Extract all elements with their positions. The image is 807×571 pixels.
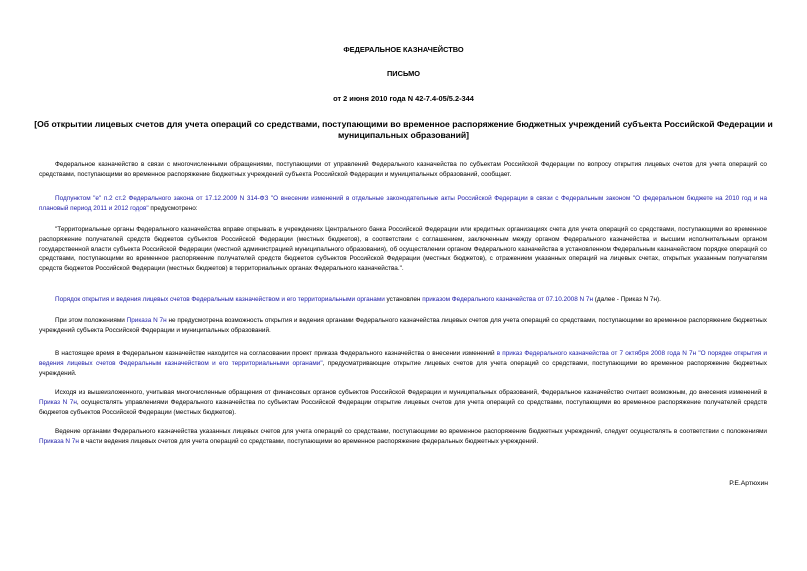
- signature: Р.Е.Артюхин: [729, 480, 768, 487]
- paragraph-5-text-1: При этом положениями: [55, 317, 127, 324]
- document-date-number: от 2 июня 2010 года N 42-7.4-05/5.2-344: [333, 94, 474, 103]
- paragraph-7: [39, 388, 767, 417]
- paragraph-6: [39, 349, 767, 378]
- paragraph-8: [39, 427, 767, 447]
- document-type: ПИСЬМО: [387, 69, 420, 78]
- paragraph-7-text-2: , осуществлять управлениями Федерального казначейства по субъектам Российской Федерации открытие лицевых счетов для учета операций со средствами, поступающими во временное распоряжение получателей средств бюджетов субъектов Российской Федерации (местных бюджетов).: [39, 398, 767, 416]
- paragraph-2-text: предусмотрено:: [148, 204, 198, 212]
- paragraph-8-text-2: в части ведения лицевых счетов для учета операций со средствами, поступающими во временное распоряжение федеральных бюджетных учреждений.: [78, 437, 539, 445]
- order-7n-link[interactable]: Приказа N 7н: [126, 317, 167, 324]
- paragraph-8-text-1: Ведение органами Федерального казначейства указанных лицевых счетов для учета операций со средствами, поступающими во временное распоряжение бюджетных учреждений, следует осуществлять в соответствии с положениями: [55, 428, 767, 435]
- paragraph-5-text-2: не предусмотрена возможность открытия и ведения органами Федерального казначейства лицевых счетов для учета операций со средствами, поступающими во временное распоряжение бюджетных учреждений субъекта Российской Федерации и муниципальных образований.: [39, 317, 767, 334]
- paragraph-4: [39, 295, 767, 305]
- paragraph-7-text-1: Исходя из вышеизложенного, учитывая многочисленные обращения от финансовых органов субъектов Российской Федерации и муниципальных образований, Федеральное казначейство считает возможным, до внесения изменений в: [55, 389, 767, 396]
- document-title: [Об открытии лицевых счетов для учета операций со средствами, поступающими во временное распоряжение бюджетных учреждений субъекта Российской Федерации и муниципальных образований]: [34, 119, 773, 140]
- order-link[interactable]: приказом Федерального казначейства от 07.10.2008 N 7н: [422, 296, 593, 303]
- procedure-link[interactable]: Порядок открытия и ведения лицевых счетов Федеральным казначейством и его территориальными органами: [55, 296, 385, 303]
- paragraph-4-text-1: установлен: [384, 296, 423, 303]
- order-7n-link[interactable]: Приказа N 7н: [39, 437, 79, 445]
- law-link[interactable]: Подпунктом "е" п.2 ст.2 Федерального закона от 17.12.2009 N 314-ФЗ "О внесении изменений в отдельные законодательные акты Российской Федерации в связи с Федеральным законом "О федеральном бюджете на 2010 год и на плановый период 2011 и 2012 годов": [39, 195, 767, 212]
- paragraph-6-text-1: В настоящее время в Федеральном казначействе находится на согласовании проект приказа Федерального казначейства о внесении изменений: [55, 350, 497, 357]
- order-amendment-link[interactable]: в приказ Федерального казначейства от 7 октября 2008 года N 7н "О порядке открытия и ведения лицевых счетов Федеральным казначейством и его территориальными органами": [39, 350, 767, 367]
- paragraph-3-quote: "Территориальные органы Федерального казначейства вправе открывать в учреждениях Центрального банка Российской Федерации или кредитных организациях счета для учета операций со средствами, поступающими во временное распоряжение получателей средств бюджетов субъектов Российской Федерации (местных бюджетов), в соответствии с соглашением, заключенным между органом Федерального казначейства и высшим исполнительным органом государственной власти субъекта Российской Федерации (местной администрацией муниципального образования), об осуществлении органом Федерального казначейства в установленном Федеральным казначейством порядке операций со средствами, поступающими во временное распоряжение получателей средств бюджетов субъектов Российской Федерации (местных бюджетов), с отражением указанных операций на лицевых счетах, открытых указанным получателям средств бюджетов Российской Федерации (местных бюджетов) в территориальных органах Федерального казначейства.".: [39, 226, 767, 273]
- agency-heading: ФЕДЕРАЛЬНОЕ КАЗНАЧЕЙСТВО: [343, 45, 464, 54]
- paragraph-4-text-2: (далее - Приказ N 7н).: [593, 296, 661, 303]
- paragraph-6-text-2: , предусматривающие открытие лицевых счетов для учета операций со средствами, поступающими во временное распоряжение бюджетных учреждений.: [39, 359, 767, 377]
- paragraph-5: [39, 316, 767, 336]
- paragraph-2: [39, 194, 767, 214]
- order-7n-link[interactable]: Приказ N 7н: [39, 398, 77, 406]
- paragraph-1: Федеральное казначейство в связи с многочисленными обращениями, поступающими от управлений Федерального казначейства по субъектам Российской Федерации по вопросу открытия лицевых счетов для учета операций со средствами, поступающими во временное распоряжение бюджетных учреждений субъекта Российской Федерации и муниципальных образований, сообщает.: [39, 161, 767, 178]
